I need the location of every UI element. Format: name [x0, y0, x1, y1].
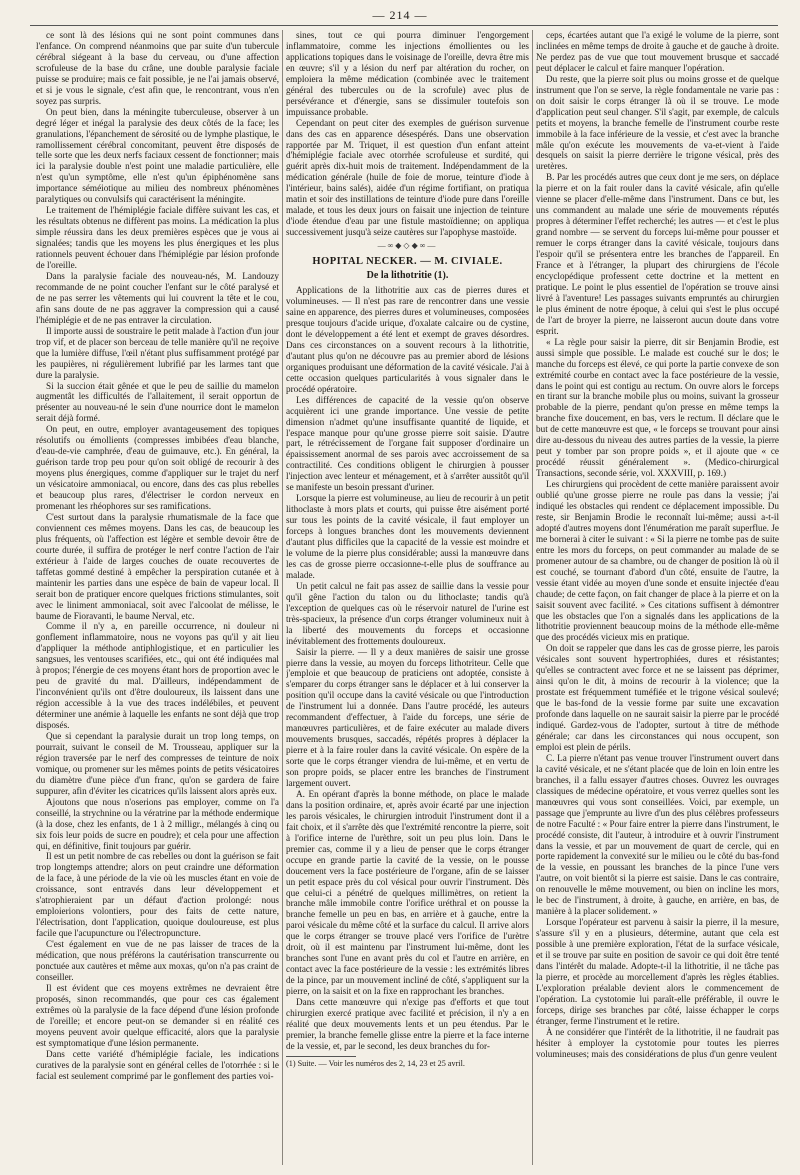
paragraph: Comme il n'y a, en pareille occurrence, ni douleur ni gonflement inflammatoire, nous ne voyons pas qu'il y ait lieu d'appliquer la méthode antiphlogistique, et en particulier les sangsues, les ventouses scarifiées, etc., qui ont été indiquées mal à propos; l'énergie de ces moyens étant hors de proportion avec le peu de gravité du mal. D'ailleurs, indépendamment de l'inconvénient qu'ils ont d'être douloureux, ils laissent dans une région accessible à la vue des traces indélébiles, et peuvent déterminer une anémie à laquelle les enfants ne sont déjà que trop disposés. — [36, 621, 279, 731]
column-1 — [36, 30, 279, 1162]
paragraph: Ajoutons que nous n'oserions pas employer, comme on l'a conseillé, la strychnine ou la vératrine par la méthode endermique (à la dose, chez les enfants, de 1 à 2 milligr., mélangés à cinq ou six fois leur poids de sucre en poudre); et cela pour une affection qui, en définitive, finit toujours par guérir. — [36, 796, 279, 851]
paragraph: ce sont là des lésions qui ne sont point communes dans l'enfance. On comprend néanmoins que par suite d'un tubercule cérébral siégeant à la base du cerveau, ou d'une affection scrofuleuse de la base du crâne, une double paralysie faciale puisse se produire; mais ce fait possible, je ne l'ai jamais observé, et si je vous le signale, c'est afin que, le rencontrant, vous n'en soyez pas surpris. — [36, 30, 279, 106]
footnote-rule — [286, 1056, 356, 1057]
paragraph: ceps, écartées autant que l'a exigé le volume de la pierre, sont inclinées en même temps de droite à gauche et de gauche à droite. Ne perdez pas de vue que tout mouvement brusque et saccadé peut déplacer le calcul et faire manquer l'opération. — [536, 30, 779, 73]
column-divider — [532, 30, 533, 1165]
paragraph: Il est évident que ces moyens extrêmes ne devraient être proposés, sinon recommandés, que pour ces cas également extrêmes où la paralysie de la face dépend d'une lésion profonde de l'oreille; et encore peut-on se demander si en réalité ces moyens peuvent avoir quelque efficacité, alors que la paralysie est symptomatique d'une lésion permanente. — [36, 982, 279, 1048]
paragraph: Applications de la lithotritie aux cas de pierres dures et volumineuses. — Il n'est pas rare de rencontrer dans une vessie saine en apparence, des pierres dures et volumineuses, composées presque toujours d'acide urique, d'oxalate calcaire ou de cystine, dont le développement a été lent et exempt de graves désordres. Dans ces circonstances on a souvent recours à la lithotritie, d'autant plus qu'on ne découvre pas au premier abord de lésions organiques produisant une déformation de la cavité vésicale. J'ai à cette occasion quelques particularités à vous signaler dans le procédé opératoire. — [286, 285, 529, 394]
paragraph: Cependant on peut citer des exemples de guérison survenue dans des cas en apparence désespérés. Dans une observation rapportée par M. Triquet, il est question d'un enfant atteint d'hémiplégie faciale avec otorrhée scrofuleuse et surdité, qui guérit après dix-huit mois de traitement. Indépendamment de la médication générale (huile de foie de morue, teinture d'iode à l'intérieur, bains salés), aidée d'un régime fortifiant, on pratiqua matin et soir des instillations de teinture d'iode pure dans l'oreille malade, et tous les deux jours on faisait une injection de teinture d'iode étendue d'eau par une fistule mastoïdienne; on appliqua successivement jusqu'à seize cautères sur l'apophyse mastoïde. — [286, 117, 529, 238]
column-2 — [286, 30, 529, 1162]
column-3 — [536, 30, 779, 1162]
paragraph: Lorsque la pierre est volumineuse, au lieu de recourir à un petit lithoclaste à mors plats et courts, qui puisse être aisément porté sur tous les points de la cavité vésicale, il faut employer un forceps à longues branches dont les mouvements deviennent d'autant plus difficiles que la capacité de la vessie est moindre et le volume de la pierre plus considérable; aussi la manœuvre dans les cas de grosse pierre occasionne-t-elle plus de souffrance au malade. — [286, 493, 529, 580]
paragraph: On peut, en outre, employer avantageusement des topiques résolutifs ou émollients (compresses imbibées d'eau blanche, d'eau-de-vie camphrée, d'eau de guimauve, etc.). En général, la guérison tarde trop peu pour qu'on soit obligé de recourir à des moyens plus énergiques, comme d'appliquer sur le trajet du nerf un vésicatoire ammoniacal, ou encore, dans des cas plus rebelles et beaucoup plus rares, d'électriser le cordon nerveux en promenant les rhéophores sur ses ramifications. — [36, 424, 279, 511]
paragraph: Il importe aussi de soustraire le petit malade à l'action d'un jour trop vif, et de placer son berceau de telle manière qu'il ne reçoive que la lumière diffuse, l'œil n'étant plus suffisamment protégé par les paupières, ni régulièrement lubrifié par les larmes tant que dure la paralysie. — [36, 325, 279, 380]
paragraph: Du reste, que la pierre soit plus ou moins grosse et de quelque instrument que l'on se serve, la règle fondamentale ne varie pas : on doit saisir le corps étranger là où il se trouve. Le mode d'application peut seul changer. S'il s'agit, par exemple, de calculs petits et moyens, la branche femelle de l'instrument courbe reste immobile à la face inférieure de la vessie, et c'est avec la branche mâle qu'on exécute les mouvements de va-et-vient à l'aide desquels on saisit la pierre derrière le trigone vésical, près des uretères. — [536, 73, 779, 172]
paragraph: C'est également en vue de ne pas laisser de traces de la médication, que nous préférons la cautérisation transcurrente ou ponctuée aux cautères et même aux moxas, qu'on n'a pas craint de conseiller. — [36, 939, 279, 982]
column-divider — [282, 30, 283, 1165]
paragraph: Lorsque l'opérateur est parvenu à saisir la pierre, il la mesure, s'assure s'il y en a plusieurs, détermine, autant que cela est possible à une première exploration, l'état de la surface vésicale, et il se trouve par suite en position de savoir ce qui doit être tenté dans l'intérêt du malade. Adopte-t-il la lithotritie, il ne tâche pas la pierre, et procède au morcellement d'après les règles établies. L'exploration préalable devient alors le commencement de l'opération. La cystotomie lui paraît-elle préférable, il ouvre le forceps, dirige ses branches par côté, laisse échapper le corps étranger, ferme l'instrument et le retire. — [536, 917, 779, 1026]
paragraph: « La règle pour saisir la pierre, dit sir Benjamin Brodie, est aussi simple que possible. Le malade est couché sur le dos; le manche du forceps est élevé, ce qui porte la partie convexe de son extrémité courbe en contact avec la face postérieure de la vessie, dans le point qui est contigu au rectum. On ouvre alors le forceps en tirant sur la branche mobile plus ou moins, suivant la grosseur probable de la pierre, pendant qu'on presse en même temps la branche fixe doucement, en bas, vers le rectum. Il déclare que le but de cette manœuvre est que, « le forceps se trouvant pour ainsi dire au-dessous du niveau des autres parties de la vessie, la pierre peut y tomber par son propre poids », et il ajoute que « ce procédé réussit généralement ». (Medico-chirurgical Transactions, seconde série, vol. XXXVIII, p. 169.) — [536, 336, 779, 479]
paragraph: Les chirurgiens qui procèdent de cette manière paraissent avoir oublié qu'une grosse pierre ne roule pas dans la vessie; j'ai indiqué les obstacles qui rendent ce déplacement impossible. Du reste, sir Benjamin Brodie le reconnaît lui-même; aussi a-t-il adopté d'autres moyens dont l'énumération me paraît superflue. Je me bornerai à citer le suivant : « Si la pierre ne tombe pas de suite entre les mors du forceps, on peut commander au malade de se promener autour de sa chambre, ou de changer de position là où il est couché, se tournant d'abord d'un côté, ensuite de l'autre, la vessie étant vidée au moyen d'une sonde et ensuite injectée d'eau chaude; de cette façon, on fait changer de place à la pierre et on la saisit souvent avec facilité. » Ces citations suffisent à démontrer que les obstacles que l'on a signalés dans les applications de la lithotritie proviennent beaucoup moins de la méthode elle-même que des procédés vicieux mis en pratique. — [536, 479, 779, 643]
paragraph: Les différences de capacité de la vessie qu'on observe acquièrent ici une grande importance. Une vessie de petite dimension n'admet qu'une insuffisante quantité de liquide, et l'espace manque pour qu'une grosse pierre soit saisie. D'autre part, le rétrécissement de l'organe fait supposer d'ordinaire un épaississement anormal de ses parois avec accroissement de sa contractilité. Ces conditions obligent le chirurgien à pousser l'injection avec lenteur et ménagement, et à s'arrêter aussitôt qu'il se manifeste un besoin pressant d'uriner. — [286, 394, 529, 493]
paragraph: B. Par les procédés autres que ceux dont je me sers, on déplace la pierre et on la fait rouler dans la cavité vésicale, afin qu'elle vienne se placer d'elle-même dans l'instrument. Dans ce but, les uns commandent au malade une série de mouvements réputés propres à déterminer l'effet recherché; les autres — et c'est le plus grand nombre — se servent du forceps lui-même pour pousser et remuer le corps étranger dans la cavité vésicale, toujours dans l'espoir qu'il se présentera entre les branches de l'appareil. En France et à l'étranger, la plupart des chirurgiens de l'école encyclopédique professent cette doctrine et la mettent en pratique. Le point le plus essentiel de l'opération se trouve ainsi livré à l'aventure! Les passages suivants empruntés au chirurgien le plus éminent de notre époque, à celui qui s'est le plus occupé de l'art de broyer la pierre, ne laisseront aucun doute dans votre esprit. — [536, 172, 779, 336]
paragraph: Dans la paralysie faciale des nouveau-nés, M. Landouzy recommande de ne point coucher l'enfant sur le côté paralysé et de ne pas serrer les vêtements qui lui couvrent la tête et le cou, afin sans doute de ne pas aggraver la compression qui a causé l'hémiplégie et de ne pas entraver la circulation. — [36, 270, 279, 325]
paragraph: Le traitement de l'hémiplégie faciale diffère suivant les cas, et les résultats obtenus ne diffèrent pas moins. La médication la plus simple réussira dans les deux premières espèces que je vous ai signalées; tandis que les moyens les plus énergiques et les plus rationnels peuvent échouer dans l'hémiplégie par lésion profonde de l'oreille. — [36, 205, 279, 271]
footnote: (1) Suite. — Voir les numéros des 2, 14, 23 et 25 avril. — [286, 1058, 465, 1068]
paragraph: A. En opérant d'après la bonne méthode, on place le malade dans la position ordinaire, et, après avoir écarté par une injection les parois vésicales, le chirurgien introduit l'instrument dont il a fait choix, et il s'arrête dès que l'extrémité rencontre la pierre, soit à l'orifice interne de l'urèthre, soit un peu plus loin. Dans le premier cas, comme il y a lieu de penser que le corps étranger occupe en grande partie la cavité de la vessie, on le pousse doucement vers la face postérieure de l'organe, afin de se laisser un petit espace près du col vésical pour ouvrir l'instrument. Dès que celui-ci a pénétré de quelques millimètres, on retient la branche mâle immobile contre l'orifice uréthral et on pousse la branche femelle un peu en bas, en arrière et à gauche, entre la paroi vésicale du même côté et la surface du calcul. Il arrive alors que le corps étranger se trouve placé vers l'orifice de l'urètre droit, où il est maintenu par l'instrument lui-même, dont les branches sont l'une en avant près du col et l'autre en arrière, en contact avec la face postérieure de la vessie : les extrémités libres de la pince, par un mouvement incliné de côté, s'appliquent sur la pierre, on la saisit et on la fixe en rapprochant les branches. — [286, 788, 529, 997]
paragraph: sines, tout ce qui pourra diminuer l'engorgement inflammatoire, comme les injections émollientes ou les applications topiques dans le voisinage de l'oreille, devra être mis en œuvre; s'il y a lésion du nerf par altération du rocher, on emploiera la même médication (combinée avec le traitement général des tubercules ou de la scrofule) avec plus de persévérance et d'énergie, sans se dissimuler toutefois son impuissance probable. — [286, 30, 529, 117]
paragraph: On peut bien, dans la méningite tuberculeuse, observer à un degré léger et inégal la paralysie des deux côtés de la face; les granulations, l'épanchement de sérosité ou de lymphe plastique, le ramollissement cérébral concomitant, peuvent être disposés de telle sorte que les deux nerfs faciaux cessent de fonctionner; mais ici la paralysie double n'est point une maladie particulière, elle n'est qu'un symptôme, elle n'est qu'un épiphénomène sans importance séméiotique au milieu des nombreux phénomènes paralytiques ou convulsifs qui caractérisent la méningite. — [36, 106, 279, 205]
paragraph: Que si cependant la paralysie durait un trop long temps, on pourrait, suivant le conseil de M. Trousseau, appliquer sur la région traversée par le nerf des compresses de teinture de noix vomique, ou promener sur les mêmes points de petits vésicatoires du diamètre d'une pièce d'un franc, qu'on se gardera de faire suppurer, afin d'éviter les cicatrices qu'ils laissent alors après eux. — [36, 731, 279, 796]
paragraph: Dans cette variété d'hémiplégie faciale, les indications curatives de la paralysie sont en général celles de l'otorrhée : si le facial est seulement comprimé par le gonflement des parties voi- — [36, 1048, 279, 1081]
section-subtitle: De la lithotritie (1). — [366, 270, 449, 282]
page-number: — 214 — — [372, 8, 428, 22]
section-title: HOPITAL NECKER. — M. CIVIALE. — [312, 256, 503, 268]
paragraph: Un petit calcul ne fait pas assez de saillie dans la vessie pour qu'il gêne l'action du talon ou du lithoclaste; tandis qu'à l'exception de quelques cas où le réservoir naturel de l'urine est très-spacieux, la présence d'un corps étranger volumineux nuit à la liberté des mouvements du forceps et occasionne inévitablement des frottements douloureux. — [286, 580, 529, 646]
paragraph: Dans cette manœuvre qui n'exige pas d'efforts et que tout chirurgien exercé pratique avec facilité et précision, il n'y a en réalité que deux mouvements lents et un peu étendus. Par le premier, la branche femelle glisse entre la pierre et la face interne de la vessie, et, par le second, les deux branches du for- — [286, 997, 529, 1051]
paragraph: Il est un petit nombre de cas rebelles ou dont la guérison se fait trop longtemps attendre; alors on peut craindre une déformation de la face, à une période de la vie où les muscles étant en voie de croissance, sont entravés dans leur développement et s'atrophieraient par un défaut d'action prolongé: nous emploierions volontiers, pour des faits de cette nature, l'électrisation, dont l'application, quoique douloureuse, est plus facile que l'acupuncture ou l'électropuncture. — [36, 851, 279, 939]
section-ornament: —∞◆◇◆∞— — [377, 241, 438, 251]
paragraph: C'est surtout dans la paralysie rhumatismale de la face que conviennent ces mêmes moyens. Dans les cas, de beaucoup les plus fréquents, où l'affection est légère et semble devoir être de courte durée, il suffira de protéger le nerf contre l'action de l'air extérieur à l'aide de larges couches de ouate recouvertes de taffetas gommé destiné à empêcher la perspiration cutanée et à maintenir les parties dans une espèce de bain de vapeur local. Il serait bon de pratiquer encore quelques frictions stimulantes, soit avec le liniment ammoniacal, soit avec l'alcoolat de mélisse, le baume de Fioravanti, le baume Nerval, etc. — [36, 511, 279, 621]
header-rule — [30, 25, 778, 26]
paragraph: C. La pierre n'étant pas venue trouver l'instrument ouvert dans la cavité vésicale, et ne s'étant placée que de loin en loin entre les branches, il a fallu essayer d'autres choses. Ouvrez les ouvrages classiques de médecine opératoire, et vous verrez quelles sont les manœuvres qui vous sont conseillées. Voici, par exemple, un passage que j'emprunte au livre d'un des plus célèbres professeurs de notre Faculté : « Pour faire entrer la pierre dans l'instrument, le procédé consiste, dit l'auteur, à introduire et à ouvrir l'instrument dans la vessie, et par un mouvement de quart de cercle, qui en porte rapidement la convexité sur le milieu ou le côté du bas-fond de la vessie, en poussant les branches de la pince l'une vers l'autre, on voit bientôt si la pierre est saisie. Dans le cas contraire, on renouvelle le même mouvement, ou bien on incline les mors, le bec de l'instrument, à droite, à gauche, en arrière, en bas, de manière à la placer solidement. » — [536, 752, 779, 917]
paragraph: Saisir la pierre. — Il y a deux manières de saisir une grosse pierre dans la vessie, au moyen du forceps lithotriteur. Celle que j'emploie et que beaucoup de praticiens ont adoptée, consiste à s'emparer du corps étranger sans le déplacer et à lui conserver la position qu'il occupe dans la cavité vésicale ou que l'introduction de l'instrument lui a donnée. Dans l'autre procédé, les auteurs recommandent d'effectuer, à l'aide du forceps, une série de manœuvres particulières, et de faire exécuter au malade divers mouvements brusques, saccadés, répétés propres à déplacer la pierre et à la faire rouler dans la cavité vésicale. On espère de la sorte que le corps étranger viendra de lui-même, et en vertu de son propre poids, se placer entre les branches de l'instrument largement ouvert. — [286, 646, 529, 788]
paragraph: On doit se rappeler que dans les cas de grosse pierre, les parois vésicales sont souvent hypertrophiées, dures et résistantes; qu'elles se contractent avec force et ne se laissent pas déprimer, ainsi qu'on le dit, à moins de recourir à la violence; que la prostate est fréquemment tuméfiée et le trigone vésical soulevé; que le bas-fond de la vessie forme par suite une excavation profonde dans laquelle on ne saurait saisir la pierre par le procédé indiqué. Gardez-vous de l'adopter, surtout à titre de méthode générale; car dans les circonstances qui nous occupent, son emploi est plein de périls. — [536, 643, 779, 752]
paragraph: Si la succion était gênée et que le peu de saillie du mamelon augmentât les difficultés de l'allaitement, il serait opportun de présenter au nouveau-né le sein d'une nourrice dont le mamelon serait déjà formé. — [36, 380, 279, 424]
paragraph: À ne considérer que l'intérêt de la lithotritie, il ne faudrait pas hésiter à employer la cystotomie pour toutes les pierres volumineuses; mais des considérations de plus d'un genre veulent — [536, 1026, 779, 1059]
